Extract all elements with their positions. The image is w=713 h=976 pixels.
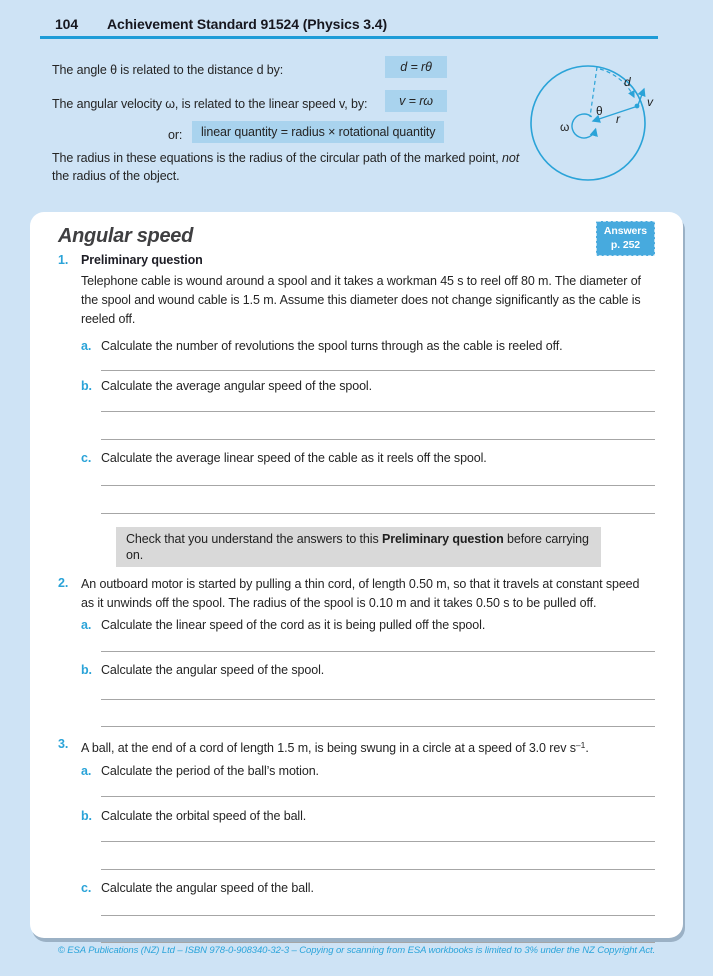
formula-box-speed (385, 90, 447, 112)
answers-badge-line1: Answers (603, 225, 647, 237)
theta-label: θ (596, 104, 603, 118)
question-3b (81, 808, 655, 825)
question-3 (58, 736, 655, 943)
question-1-heading: Preliminary question (81, 253, 203, 267)
formula-box-distance (385, 56, 447, 78)
intro-line-1: The angle θ is related to the distance d by: (52, 63, 284, 77)
worksheet-card (30, 212, 683, 938)
part-letter: b. (81, 379, 92, 393)
question-2-body: An outboard motor is started by pulling a thin cord, of length 0.50 m, so that it travels at constant speed as it unwinds off the spool. The radius of the spool is 0.10 m and it takes 0.50 s to be pulled off. (81, 577, 640, 610)
answer-line (101, 700, 655, 727)
radius-note: The radius in these equations is the radius of the circular path of the marked point, not the radius of the object. (52, 151, 520, 183)
part-letter: c. (81, 881, 92, 895)
part-text: Calculate the period of the ball’s motion. (101, 764, 319, 778)
answer-line (101, 842, 655, 870)
circular-motion-diagram (520, 53, 676, 193)
answer-line (101, 486, 655, 514)
answer-line (101, 395, 655, 412)
intro-section (40, 55, 673, 205)
omega-label: ω (560, 120, 570, 134)
answer-line (101, 679, 655, 700)
question-1c (81, 450, 655, 467)
header-title: Achievement Standard 91524 (Physics 3.4) (107, 16, 388, 32)
question-1-body: Telephone cable is wound around a spool and it takes a workman 45 s to reel off 80 m. The diameter of the spool and wound cable is 1.5 m. Assume this diameter does not change significantly as the cable is reeled off. (81, 274, 641, 326)
answers-badge (596, 221, 655, 256)
or-label: or: (168, 128, 183, 142)
part-text: Calculate the average linear speed of the cable as it reels off the spool. (101, 451, 487, 465)
answer-line (101, 825, 655, 842)
question-2a (81, 617, 655, 634)
part-letter: a. (81, 764, 92, 778)
r-label: r (616, 112, 620, 126)
part-letter: a. (81, 339, 92, 353)
note-emphasis: not (502, 151, 520, 165)
page-header (55, 16, 387, 32)
part-text: Calculate the angular speed of the spool. (101, 663, 325, 677)
answer-line (101, 467, 655, 486)
part-letter: b. (81, 809, 92, 823)
question-2-number: 2. (58, 576, 69, 590)
answer-line (101, 412, 655, 440)
question-3a (81, 763, 655, 780)
intro-line-2: The angular velocity ω, is related to the linear speed v, by: (52, 97, 368, 111)
superscript: –1 (575, 740, 586, 750)
answer-line (101, 916, 655, 943)
part-text: Calculate the linear speed of the cord as it is being pulled off the spool. (101, 618, 486, 632)
part-letter: a. (81, 618, 92, 632)
part-text: Calculate the orbital speed of the ball. (101, 809, 307, 823)
answer-line (101, 780, 655, 797)
worksheet-header (58, 212, 655, 251)
formula-speed: v = rω (399, 94, 433, 108)
part-letter: c. (81, 451, 92, 465)
worksheet-title: Angular speed (58, 225, 194, 247)
question-2 (58, 575, 655, 727)
answer-line (101, 634, 655, 652)
formula-distance: d = rθ (400, 60, 432, 74)
page-number: 104 (55, 16, 79, 32)
question-1a (81, 338, 655, 355)
answer-line (101, 897, 655, 916)
question-1 (58, 252, 655, 567)
formula-general: linear quantity = radius × rotational quantity (201, 125, 436, 139)
rotation-arrow (572, 114, 596, 138)
header-rule (40, 36, 658, 39)
v-label: v (647, 95, 653, 109)
d-label: d (624, 75, 631, 89)
check-note: Check that you understand the answers to this Preliminary question before carrying on. (116, 527, 601, 567)
formula-box-general (192, 121, 444, 143)
answers-badge-line2: p. 252 (610, 238, 641, 251)
answer-line (101, 355, 655, 371)
question-1b (81, 378, 655, 395)
check-note-bold: Preliminary question (381, 532, 504, 546)
part-text: Calculate the number of revolutions the spool turns through as the cable is reeled off. (101, 339, 563, 353)
copyright-footer: © ESA Publications (NZ) Ltd – ISBN 978-0-908340-32-3 – Copying or scanning from ESA workbooks is limited to 3% under the NZ Copyright Act. (57, 945, 656, 956)
question-3c (81, 880, 655, 897)
part-text: Calculate the average angular speed of the spool. (101, 379, 372, 393)
question-3-body: A ball, at the end of a cord of length 1.5 m, is being swung in a circle at a speed of 3.0 rev $s^{-1}$. (81, 740, 589, 755)
part-letter: b. (81, 663, 92, 677)
question-1-number: 1. (58, 253, 69, 267)
question-2b (81, 662, 655, 679)
question-3-number: 3. (58, 737, 69, 751)
part-text: Calculate the angular speed of the ball. (101, 881, 314, 895)
